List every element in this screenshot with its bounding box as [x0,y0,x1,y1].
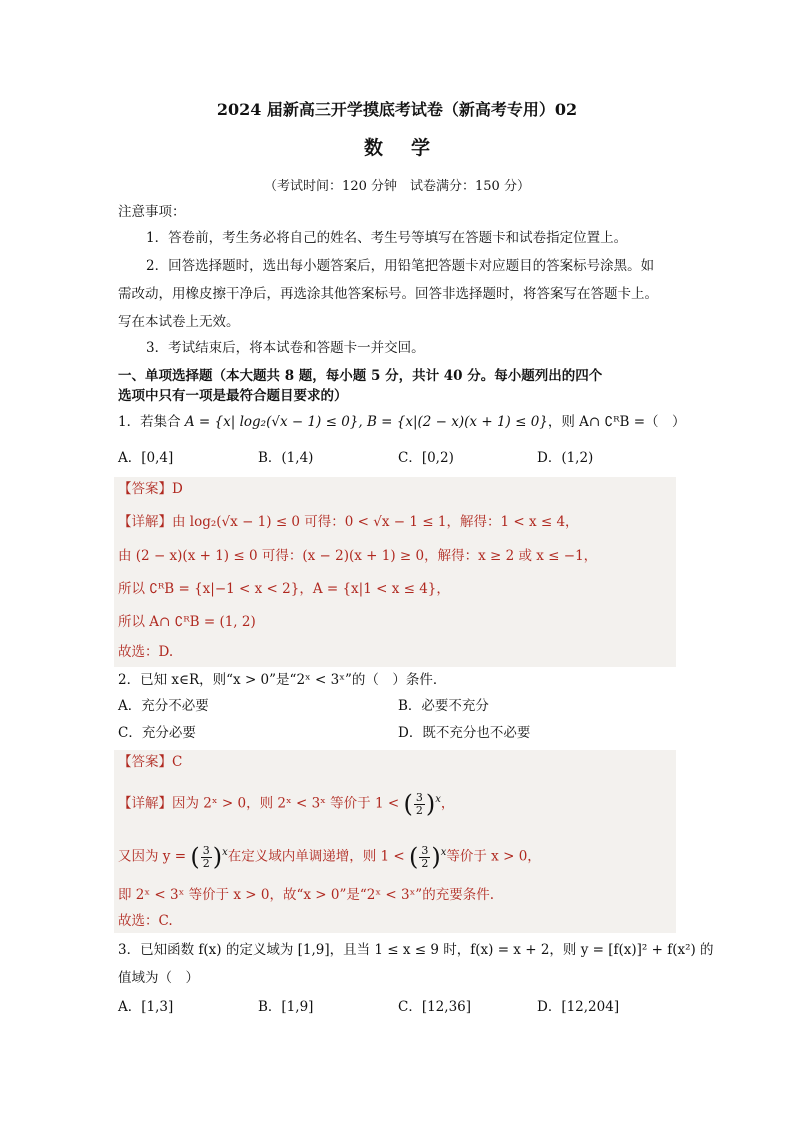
q2-detail-1-text: 因为 2ˣ > 0，则 2ˣ < 3ˣ 等价于 1 < [172,795,400,812]
q1-set-a: A = {x| log₂(√x − 1) ≤ 0} [184,414,359,430]
q1-detail-1 [118,512,579,532]
q3-stem-1: 3．已知函数 f(x) 的定义域为 [1,9]，且当 1 ≤ x ≤ 9 时，f(x) = x + 2，则 y = [f(x)]² + f(x²) 的 [118,942,714,958]
q1-answer-box [114,477,676,667]
q3-option-a: A．[1,3] [118,999,174,1015]
q3-option-b: B．[1,9] [258,999,314,1015]
q2-option-b: B．必要不充分 [398,698,489,714]
q2-answer: 【答案】C [118,754,183,770]
q2-frac-1: $\frac{3}{2}$ [415,790,423,817]
q2-option-c: C．充分必要 [118,725,196,741]
q1-stem-suffix: ，则 A∩ ∁ᴿB =（ ） [547,414,686,430]
notice-item-1: 1．答卷前，考生务必将自己的姓名、考生号等填写在答题卡和试卷指定位置上。 [146,230,628,246]
q1-option-a: A．[0,4] [118,450,174,466]
q2-detail-1: 【详解】因为 2ˣ > 0，则 2ˣ < 3ˣ 等价于 1 < ( $\frac{3}{2}$ )$^x$， [118,790,455,818]
q1-detail-label: 【详解】 [118,514,172,530]
q2-frac-2: $\frac{3}{2}$ [202,843,210,870]
subject-title: 数学 [363,137,458,159]
section-heading-cont: 选项中只有一项是最符合题目要求的） [118,388,348,404]
notice-heading: 注意事项： [118,204,186,220]
q3-option-c: C．[12,36] [398,999,472,1015]
q2-stem: 2．已知 x∈R，则“x > 0”是“2ˣ < 3ˣ”的（ ）条件． [118,672,447,688]
q1-stem [118,412,686,432]
notice-item-3: 3．考试结束后，将本试卷和答题卡一并交回。 [146,340,425,356]
q3-stem-2: 值域为（ ） [118,970,199,986]
notice-item-2: 2．回答选择题时，选出每小题答案后，用铅笔把答题卡对应题目的答案标号涂黑。如 [146,258,655,274]
q1-detail-text-1: 由 log₂(√x − 1) ≤ 0 可得：0 < √x − 1 ≤ 1，解得：1 < x ≤ 4， [172,514,579,530]
q2-detail-4: 故选：C. [118,913,173,929]
q1-detail-5: 故选：D. [118,644,174,660]
q2-detail-label: 【详解】 [118,795,172,812]
q2-option-a: A．充分不必要 [118,698,209,714]
q1-answer: 【答案】D [118,481,183,497]
notice-item-2-end: 写在本试卷上无效。 [118,314,240,330]
q2-option-d: D．既不充分也不必要 [398,725,531,741]
q2-detail-3: 即 2ˣ < 3ˣ 等价于 x > 0，故“x > 0”是“2ˣ < 3ˣ”的充要条件. [118,887,494,903]
q1-set-b: , B = {x|(2 − x)(x + 1) ≤ 0} [358,414,548,430]
q1-option-d: D．(1,2) [537,450,594,466]
q1-stem-prefix: 1．若集合 [118,414,181,430]
exam-info: （考试时间：120 分钟 试卷满分：150 分） [264,179,530,194]
q1-option-b: B．(1,4) [258,450,314,466]
q3-option-d: D．[12,204] [537,999,620,1015]
paper-title: 2024 届新高三开学摸底考试卷（新高考专用）02 [216,100,578,119]
notice-item-2-cont: 需改动，用橡皮擦干净后，再选涂其他答案标号。回答非选择题时，将答案写在答题卡上。 [118,286,658,302]
q2-detail-2: 又因为 y = ( $\frac{3}{2}$ )$^x$在定义域内单调递增，则 1 < ( $\frac{3}{2}$ )$^x$等价于 x > 0， [118,843,541,871]
section-heading: 一、单项选择题（本大题共 8 题，每小题 5 分，共计 40 分。每小题列出的四个 [118,368,603,384]
q1-option-c: C．[0,2) [398,450,454,466]
q1-detail-3: 所以 ∁ᴿB = {x|−1 < x < 2}，A = {x|1 < x ≤ 4}， [118,581,450,597]
q1-detail-2: 由 (2 − x)(x + 1) ≤ 0 可得：(x − 2)(x + 1) ≥ 0，解得：x ≥ 2 或 x ≤ −1， [118,548,598,564]
q2-frac-3: $\frac{3}{2}$ [421,843,429,870]
q1-detail-4: 所以 A∩ ∁ᴿB = (1, 2) [118,614,256,630]
q2-answer-box [114,750,676,933]
